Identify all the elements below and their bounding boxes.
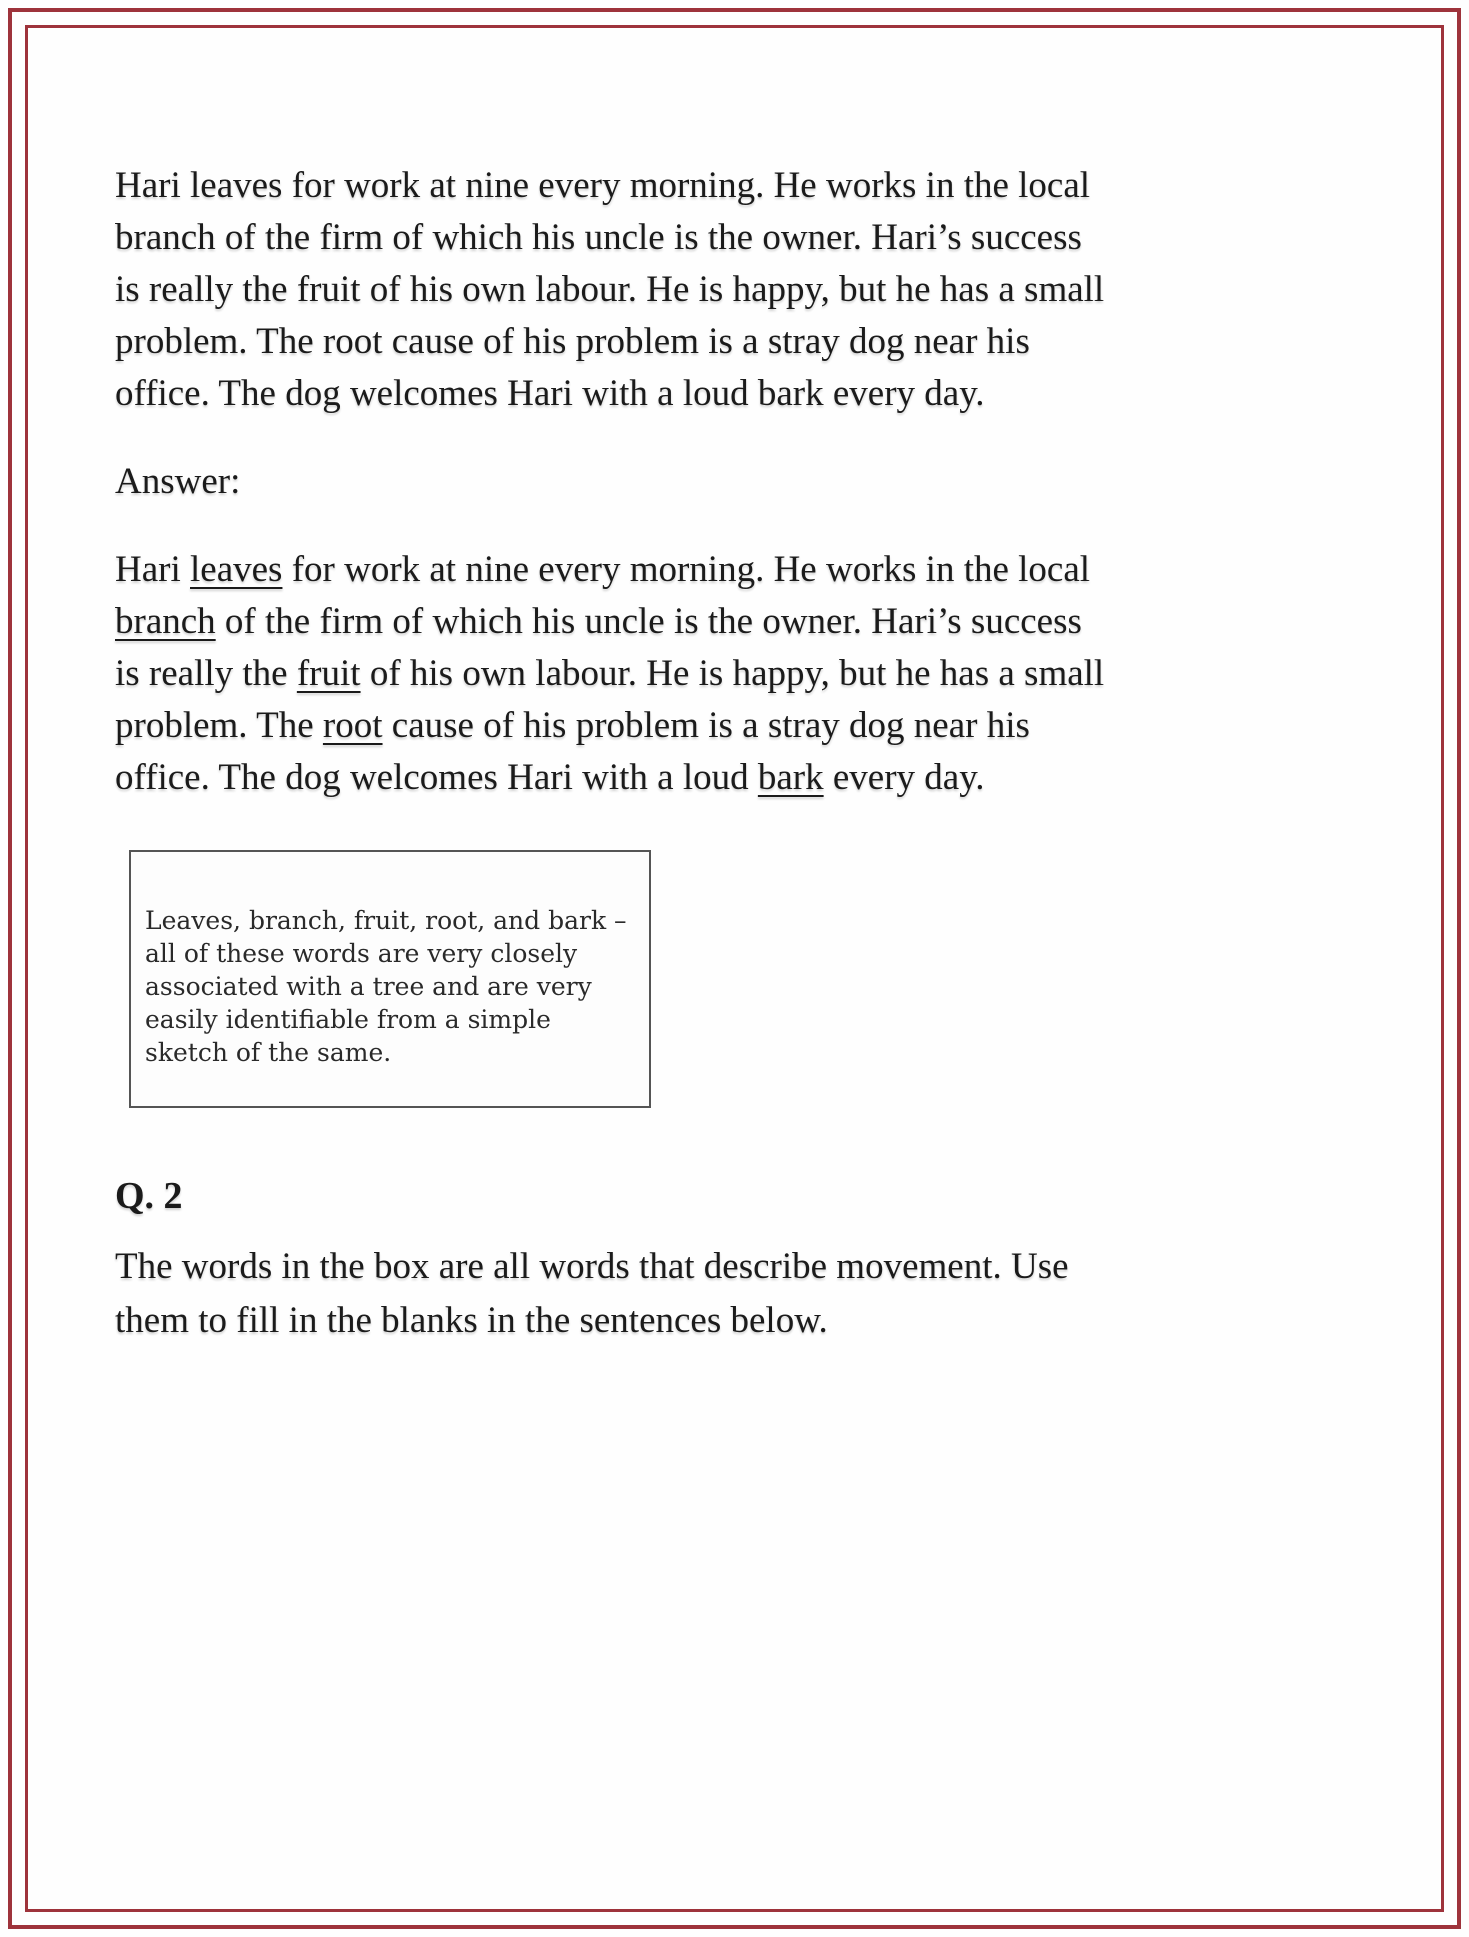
question2-heading: Q. 2 [115, 1175, 183, 1217]
note-box [129, 850, 651, 1108]
note-box-text: Leaves, branch, fruit, root, and bark – all of these words are very closely associated with a tree and are very easily identifiable from a simple sketch of the same. [145, 906, 627, 1067]
page-content [115, 160, 1115, 1348]
question2-text: The words in the box are all words that describe movement. Use them to fill in the blanks in the sentences below. [115, 1246, 1069, 1341]
answer-label: Answer: [115, 461, 241, 502]
answer-passage: Hari leaves for work at nine every morning. He works in the local branch of the firm of which his uncle is the owner. Hari’s success is really the fruit of his own labour. He is happy, but he has a small problem. The root cause of his problem is a stray dog near his office. The dog welcomes Hari with a loud bark every day. [115, 549, 1105, 798]
question-passage: Hari leaves for work at nine every morning. He works in the local branch of the firm of which his uncle is the owner. Hari’s success is really the fruit of his own labour. He is happy, but he has a small problem. The root cause of his problem is a stray dog near his office. The dog welcomes Hari with a loud bark every day. [115, 165, 1105, 414]
